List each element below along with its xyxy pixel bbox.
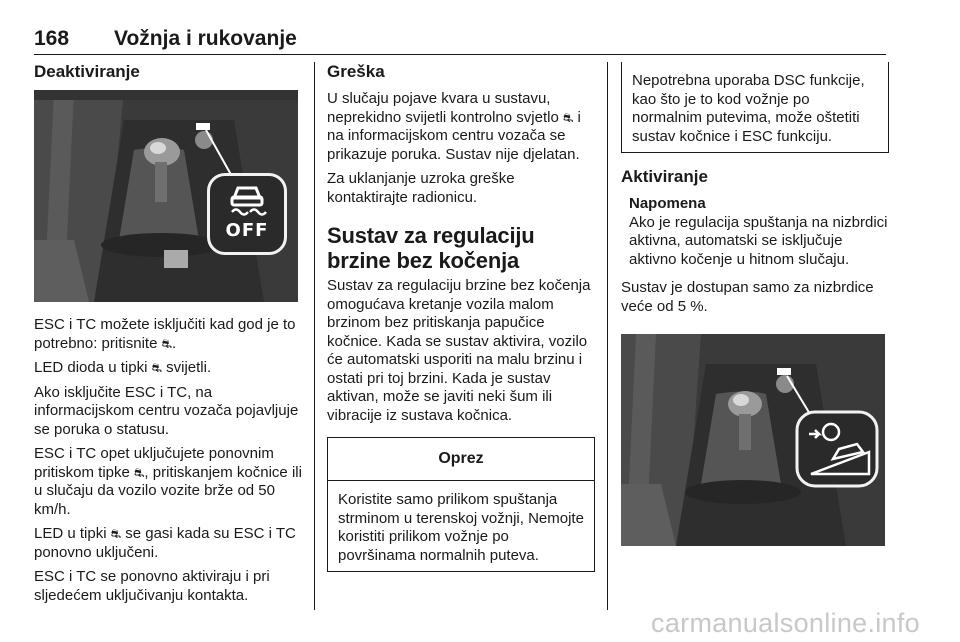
paragraph: ESC i TC opet uključujete ponovnim pritiskom tipke ⛐, pritiskanjem kočnice ili u slučaju da vozilo vozite brže od 50 km/h. [34,445,302,518]
gear-shift-esc-off-photo [34,90,298,302]
note-title: Napomena [629,195,706,212]
column-divider [607,62,608,610]
column-divider [314,62,315,610]
paragraph: ESC i TC možete isključiti kad god je to potrebno: pritisnite ⛐. [34,316,296,352]
paragraph: LED u tipki ⛐ se gasi kada su ESC i TC ponovno uključeni. [34,525,296,561]
note-body: Ako je regulacija spuštanja na nizbrdici aktivna, automatski se isključuje aktivno kočenje u hitnom slučaju. [629,213,888,268]
caution-continued-box [621,62,889,153]
column-fault [327,62,595,572]
section-heading-fault: Greška [327,62,385,81]
car-skid-icon [210,176,284,220]
paragraph: Sustav za regulaciju brzine bez kočenja omogućava kretanje vozila malom brzinom bez pritiskanja papučice kočnice. Kada se sustav aktivira, vozilo će automatski usporiti na malu brzinu i ostati pri toj brzini. Kada je sustav aktivan, može se javiti neki šum ili vibracije iz sustava kočnica. [327,277,591,424]
hill-descent-badge-icon [797,412,877,486]
off-label: OFF [225,220,269,241]
column-activation [621,62,889,546]
paragraph: LED dioda u tipki ⛐ svijetli. [34,359,212,376]
esc-button-icon: ⛐ [110,527,122,541]
esc-button-icon: ⛐ [151,361,162,375]
console-illustration [621,334,885,546]
watermark: carmanualsonline.info [651,608,920,638]
esc-warning-icon: ⛐ [562,110,574,125]
page-number: 168 [34,27,70,50]
paragraph: Sustav je dostupan samo za nizbrdice veće od 5 %. [621,279,874,315]
caution-body: Koristite samo prilikom spuštanja strminom u terenskoj vožnji, Nemojte koristiti prilikom vožnje po površinama normalnih puteva. [338,491,584,564]
caution-box [327,437,595,572]
gear-shift-hill-descent-photo [621,334,885,546]
caution-continued-text: Nepotrebna uporaba DSC funkcije, kao što je to kod vožnje po normalnim putevima, može oštetiti sustav kočnice i ESC funkciju. [632,72,865,145]
paragraph: U slučaju pojave kvara u sustavu, neprekidno svijetli kontrolno svjetlo ⛐ i na informacijskom centru vozača se prikazuje poruka. Sustav nije djelatan. [327,90,581,163]
chapter-title: Vožnja i rukovanje [114,27,297,50]
paragraph: Ako isključite ESC i TC, na informacijskom centru vozača pojavljuje se poruka o statusu. [34,383,299,438]
column-deactivation [34,62,302,611]
section-heading-deactivation: Deaktiviranje [34,62,140,81]
esc-button-icon: ⛐ [161,336,172,351]
page-header [34,20,886,55]
esc-off-button-icon [207,173,287,255]
section-title-speed-control: Sustav za regulaciju brzine bez kočenja [327,223,535,273]
esc-button-icon: ⛐ [134,465,145,480]
paragraph: Za uklanjanje uzroka greške kontaktirajte radionicu. [327,170,515,206]
caution-title: Oprez [328,438,594,481]
section-heading-activation: Aktiviranje [621,167,708,186]
paragraph: ESC i TC se ponovno aktiviraju i pri sljedećem uključivanju kontakta. [34,568,270,604]
